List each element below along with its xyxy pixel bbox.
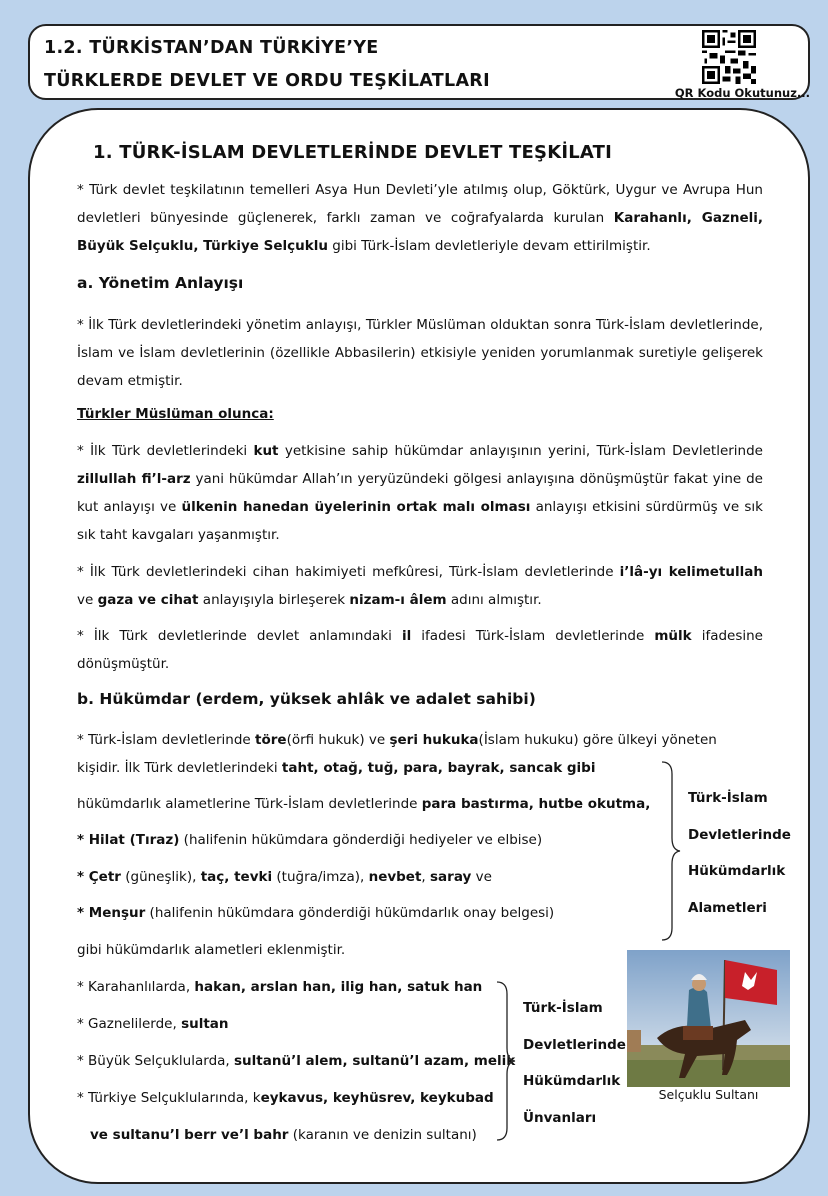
paragraph-a1: * İlk Türk devletlerindeki yönetim anlayışı, Türkler Müslüman olduktan sonra Türk-İslam devletlerinde, İslam ve İslam devletlerinin (özellikle Abbasilerin) etkisiyle yeniden yorumlanmak suretiyle gelişerek devam etmiştir. [77,317,763,389]
qr-label: QR Kodu Okutunuz... [674,86,810,100]
text: * Türkiye Selçuklularında, k [77,1090,261,1106]
text: (tuğra/imza), [272,869,369,885]
subheading-b: b. Hükümdar (erdem, yüksek ahlâk ve adalet sahibi) [77,690,536,708]
bold-text: ve sultanu’l berr ve’l bahr [90,1127,289,1143]
paragraph-a4 [77,622,763,678]
text: ifadesi Türk-İslam devletlerinde [411,628,655,644]
text: kişidir. İlk Türk devletlerindeki [77,760,282,776]
text: * İlk Türk devletlerindeki cihan hakimiyeti mefkûresi, Türk-İslam devletlerinde [77,564,620,580]
text: * Türk-İslam devletlerinde [77,732,256,748]
unvan-line-5 [90,1127,477,1143]
text: * Gaznelilerde, [77,1016,182,1032]
bold-text: nevbet [368,869,422,885]
text: (karanın ve denizin sultanı) [288,1127,477,1143]
bold-text: * Menşur [77,905,146,921]
bold-text: şeri hukuka [389,732,479,748]
bold-text: hakan, arslan han, ilig han, satuk han [194,979,483,995]
text: * Türk devlet teşkilatının temelleri Asya Hun Devleti’yle atılmış olup, Göktürk, Uygur ve Avrupa Hun devletleri bünyesinde güçlenerek, farklı zaman ve coğrafyalarda kurulan [77,182,763,226]
unit-title: 1.2. TÜRKİSTAN’DAN TÜRKİYE’YE [44,38,379,58]
paragraph-a2 [77,437,763,549]
text: ve [471,869,492,885]
bold-text: zillullah fi’l-arz [77,471,191,487]
unvan-label [523,990,626,1136]
unvan-line-3 [77,1053,515,1069]
subheading-a: a. Yönetim Anlayışı [77,274,244,292]
bold-text: gaza ve cihat [97,592,199,608]
bold-text: nizam-ı âlem [349,592,447,608]
bold-text: mülk [654,628,692,644]
paragraph-a3 [77,558,763,614]
text: adını almıştır. [446,592,542,608]
unvan-line-2 [77,1016,229,1032]
bold-text: il [401,628,412,644]
curly-brace-icon [495,980,517,1142]
label-line: Alametleri [688,899,767,916]
bold-text: Karahanlı, Gazneli, Büyük Selçuklu, Türkiye Selçuklu [77,210,764,254]
bold-text: saray [430,869,472,885]
bold-text: eykavus, keyhüsrev, keykubad [260,1090,494,1106]
text: (örfi hukuk) ve [286,732,390,748]
text: * İlk Türk devletlerinde devlet anlamındaki [77,628,402,644]
bold-text: töre [255,732,287,748]
text: ifadesine dönüşmüştür. [77,628,763,672]
qr-code-icon[interactable] [702,30,756,84]
ruler-line-2 [77,760,595,776]
bold-text: taht, otağ, tuğ, para, bayrak, sancak gibi [281,760,596,776]
bold-text: para bastırma, hutbe okutma, [421,796,651,812]
text: (halifenin hükümdara gönderdiği hediyeler ve elbise) [179,832,543,848]
header-box [28,24,810,100]
ruler-line-5 [77,869,492,885]
bold-text: * Hilat (Tıraz) [77,832,180,848]
ruler-line-4 [77,832,542,848]
ruler-line-7: gibi hükümdarlık alametleri eklenmiştir. [77,942,346,958]
text: * Büyük Selçuklularda, [77,1053,235,1069]
bold-text: taç, tevki [200,869,273,885]
text: anlayışı etkisini sürdürmüş ve sık sık taht kavgaları yaşanmıştır. [77,499,763,543]
label-line: Ünvanları [523,1109,597,1126]
curly-brace-icon [660,760,682,942]
section-title: 1. TÜRK-İSLAM DEVLETLERİNDE DEVLET TEŞKİLATI [93,142,613,163]
label-line: Hükümdarlık [688,863,786,879]
text: * İlk Türk devletlerindeki [77,443,254,459]
underlined-heading [77,406,274,422]
photo-caption: Selçuklu Sultanı [658,1087,759,1102]
bold-text: kut [253,443,279,459]
seljuk-sultan-image [627,950,790,1087]
text: yani hükümdar Allah’ın yeryüzündeki gölgesi anlayışına dönüşmüştür fakat yine de kut anlayışı ve [77,471,763,515]
label-line: Hükümdarlık [523,1073,621,1089]
text: , [421,869,431,885]
text: (halifenin hükümdara gönderdiği hükümdarlık onay belgesi) [145,905,555,921]
text: (İslam hukuku) göre ülkeyi yöneten [478,732,717,748]
unvan-line-4 [77,1090,494,1106]
text: yetkisine sahip hükümdar anlayışının yerini, Türk-İslam Devletlerinde [278,443,763,459]
label-line: Devletlerinde [523,1036,626,1053]
bold-text: ülkenin hanedan üyelerinin ortak malı olması [181,499,531,515]
bold-text: i’lâ-yı kelimetullah [619,564,763,580]
text: (güneşlik), [120,869,201,885]
text: gibi Türk-İslam devletleriyle devam ettirilmiştir. [327,238,651,254]
text: hükümdarlık alametlerine Türk-İslam devletlerinde [77,796,422,812]
text: ve [77,592,98,608]
text: * Karahanlılarda, [77,979,195,995]
bold-text: * Çetr [77,869,121,885]
unit-subtitle: TÜRKLERDE DEVLET VE ORDU TEŞKİLATLARI [44,71,490,91]
bold-text: sultanü’l alem, sultanü’l azam, melik [234,1053,516,1069]
label-line: Türk-İslam [688,790,768,806]
label-line: Devletlerinde [688,826,791,843]
bold-text: sultan [181,1016,229,1032]
ruler-line-6 [77,905,554,921]
intro-paragraph [77,176,763,260]
label-line: Türk-İslam [523,1000,603,1016]
ruler-line-1 [77,732,763,748]
underline-text: Türkler Müslüman olunca: [77,406,274,422]
text: anlayışıyla birleşerek [198,592,350,608]
alamet-label [688,780,791,926]
ruler-line-3 [77,796,650,812]
unvan-line-1 [77,979,482,995]
